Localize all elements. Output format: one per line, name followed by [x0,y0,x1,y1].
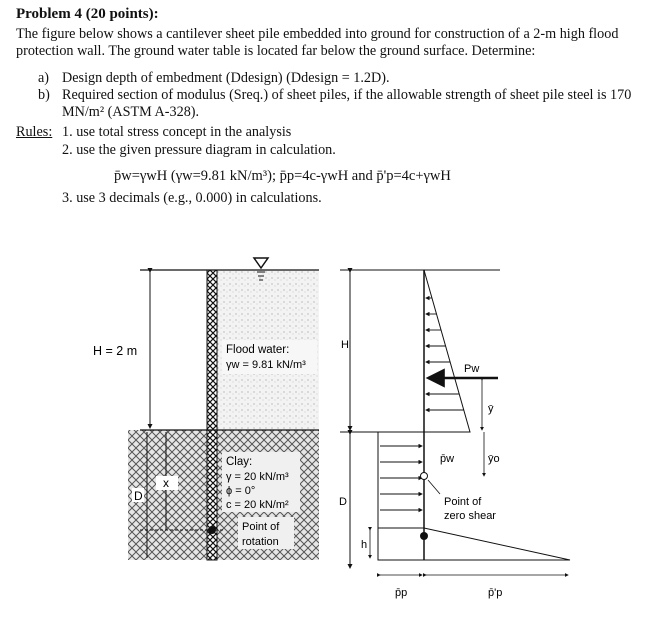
water-unit-weight: γw = 9.81 kN/m³ [226,359,306,371]
Pw-label: Pw [464,363,480,375]
pp-prime-label: p̄'p [488,587,503,599]
D-label: D [339,496,347,508]
pp-bar-label: p̄p [395,587,408,599]
rule-3: 3. use 3 decimals (e.g., 0.000) in calculations. [62,190,322,206]
H-label: H [341,339,349,351]
sheet-pile [207,270,217,560]
h-label: h [361,539,368,551]
question-text: Design depth of embedment (Ddesign) (Ddesign = 1.2D). [62,70,390,86]
zero-shear-leader [428,480,440,494]
ybar-o-label: ȳo [488,453,500,465]
x-label: x [163,476,169,490]
ybar-label: ȳ [488,403,494,415]
clay-cohesion: c = 20 kN/m² [226,499,289,511]
right-figure [339,270,570,599]
height-label: H = 2 m [93,344,138,358]
question-label: a) [38,70,50,86]
pw-bar-label: p̄w [440,453,455,465]
rules-label: Rules: [16,124,53,140]
water-label: Flood water: [226,344,290,356]
rotation-label-1: Point of [242,521,280,533]
passive-pressure-arrows [380,446,422,510]
rule-1: 1. use total stress concept in the analysis [62,124,292,140]
problem-intro: The figure below shows a cantilever sheet pile embedded into ground for construction of a 2-m high flood protection wall. The ground water table is located far below the ground surface. Determine: [16,26,619,59]
clay-gamma: γ = 20 kN/m³ [226,471,289,483]
question-text: Required section of modulus (Sreq.) of sheet piles, if the allowable strength of sheet pile steel is 170 MN/m² (ASTM A-328). [62,87,632,120]
left-figure [93,258,319,560]
problem-title: Problem 4 (20 points): [16,6,159,22]
clay-label: Clay: [226,456,253,468]
rule-2: 2. use the given pressure diagram in calculation. [62,142,336,158]
zero-shear-label-1: Point of [444,496,482,508]
zero-shear-point [421,473,428,480]
pressure-formula: p̄w=γwH (γw=9.81 kN/m³); p̄p=4c-γwH and p̄'p=4c+γwH [114,168,451,184]
clay-phi: ϕ = 0° [226,485,256,497]
rotation-label-2: rotation [242,536,279,548]
water-pressure-arrows [426,298,464,410]
water-table-icon [254,258,268,268]
bottom-pressure-shape [378,528,570,560]
water-pressure-triangle [424,270,470,432]
rotation-point [208,526,216,534]
rotation-point-right [420,532,428,540]
zero-shear-label-2: zero shear [444,510,496,522]
d-label: D [134,489,143,503]
question-label: b) [38,87,50,103]
